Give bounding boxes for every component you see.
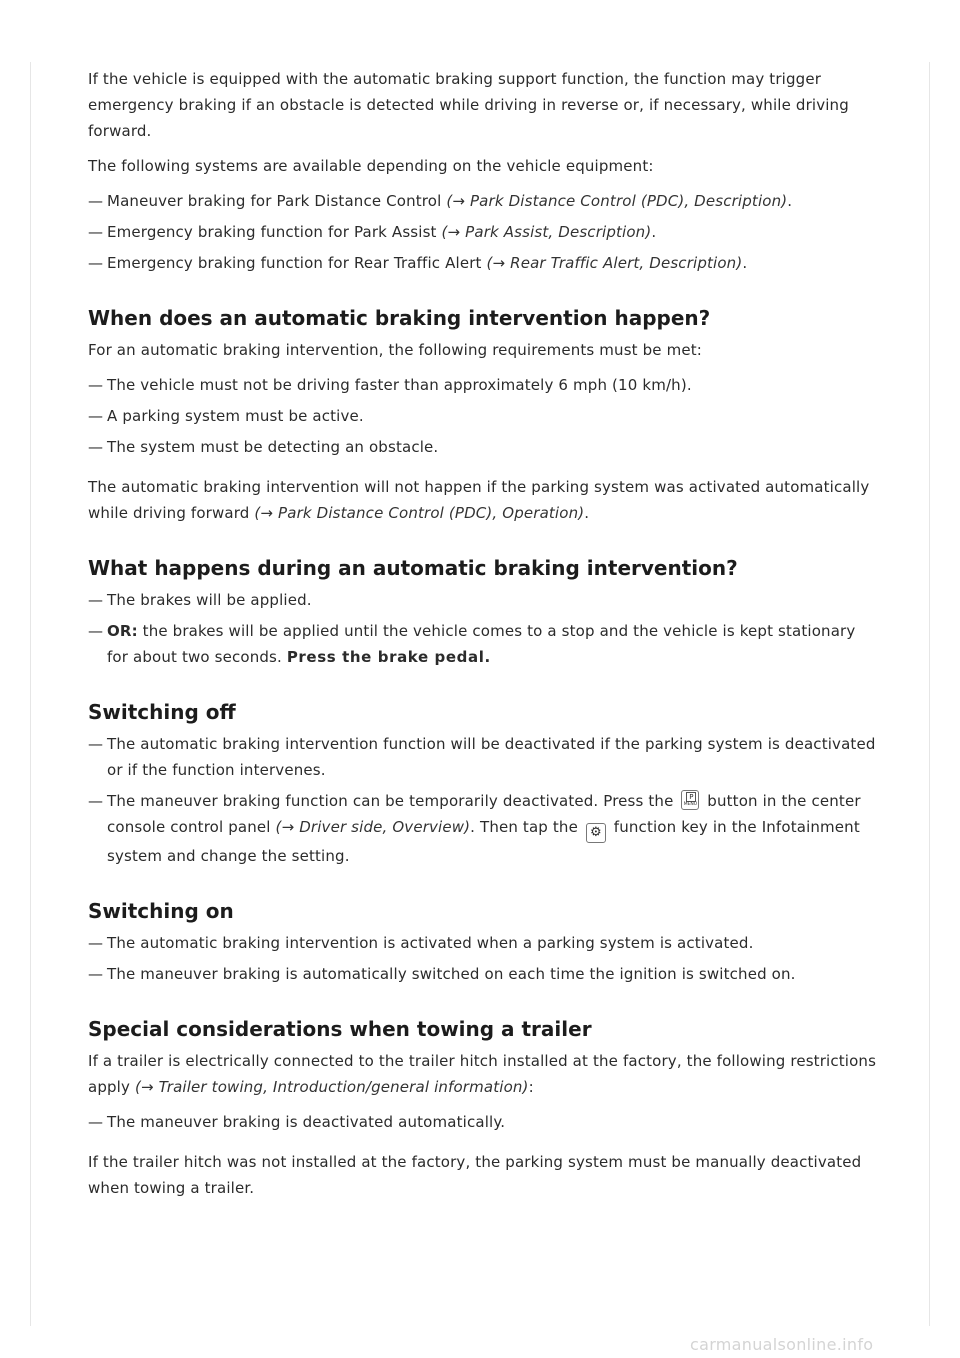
- list-item: — The maneuver braking is automatically switched on each time the ignition is switched on.: [88, 961, 878, 987]
- cross-reference-link[interactable]: (→ Rear Traffic Alert, Description): [486, 254, 743, 272]
- trailer-hitch-paragraph: If the trailer hitch was not installed at the factory, the parking system must be manually deactivated when towing a trailer.: [88, 1153, 862, 1197]
- list-item: — OR: the brakes will be applied until the vehicle comes to a stop and the vehicle is kept stationary for about two seconds. Press the brake pedal.: [88, 618, 878, 670]
- requirements-paragraph: For an automatic braking intervention, the following requirements must be met:: [88, 341, 702, 359]
- cross-reference-link[interactable]: (→ Park Distance Control (PDC), Operation): [254, 504, 585, 522]
- parking-menu-button-icon: P MENU: [681, 790, 699, 810]
- auto-activation-paragraph: The automatic braking intervention will not happen if the parking system was activated automatically while driving forward (→ Park Distance Control (PDC), Operation).: [88, 478, 870, 522]
- intro-systems-paragraph: The following systems are available depending on the vehicle equipment:: [88, 157, 654, 175]
- dash-bullet: —: [88, 622, 104, 640]
- arrow-right-icon: →: [281, 818, 295, 836]
- left-margin-rule: [30, 62, 31, 1326]
- arrow-right-icon: →: [492, 254, 506, 272]
- dash-bullet: —: [88, 965, 104, 983]
- gear-icon: ⚙: [586, 823, 606, 843]
- list-item: — Emergency braking function for Rear Traffic Alert (→ Rear Traffic Alert, Description).: [88, 250, 878, 276]
- dash-bullet: —: [88, 192, 104, 210]
- brake-pedal-instruction: Press the brake pedal.: [286, 648, 491, 666]
- section-heading-switching-off: Switching off: [88, 700, 236, 724]
- list-item: — The automatic braking intervention function will be deactivated if the parking system is deactivated or if the function intervenes.: [88, 731, 878, 783]
- dash-bullet: —: [88, 223, 104, 241]
- list-item: — The vehicle must not be driving faster than approximately 6 mph (10 km/h).: [88, 372, 878, 398]
- list-item: — The maneuver braking function can be temporarily deactivated. Press the P MENU button in the center console control panel (→ Driver side, Overview). Then tap the ⚙ function key in the Infotainment system and change the setting.: [88, 788, 878, 869]
- cross-reference-link[interactable]: (→ Park Distance Control (PDC), Description): [446, 192, 788, 210]
- manual-page-content: [88, 66, 878, 1210]
- dash-bullet: —: [88, 376, 104, 394]
- dash-bullet: —: [88, 934, 104, 952]
- section-heading-trailer: Special considerations when towing a trailer: [88, 1017, 592, 1041]
- arrow-right-icon: →: [260, 504, 274, 522]
- watermark: carmanualsonline.info: [690, 1335, 874, 1354]
- dash-bullet: —: [88, 254, 104, 272]
- section-heading-switching-on: Switching on: [88, 899, 234, 923]
- list-item: — Maneuver braking for Park Distance Control (→ Park Distance Control (PDC), Description).: [88, 188, 878, 214]
- dash-bullet: —: [88, 438, 104, 456]
- list-item: — The maneuver braking is deactivated automatically.: [88, 1109, 878, 1135]
- dash-bullet: —: [88, 591, 104, 609]
- list-item: — A parking system must be active.: [88, 403, 878, 429]
- cross-reference-link[interactable]: (→ Driver side, Overview): [275, 818, 471, 836]
- section-heading-when: When does an automatic braking intervention happen?: [88, 306, 711, 330]
- list-item: — The automatic braking intervention is activated when a parking system is activated.: [88, 930, 878, 956]
- cross-reference-link[interactable]: (→ Trailer towing, Introduction/general information): [134, 1078, 529, 1096]
- dash-bullet: —: [88, 407, 104, 425]
- intro-paragraph: If the vehicle is equipped with the automatic braking support function, the function may trigger emergency braking if an obstacle is detected while driving in reverse or, if necessary, while driving forward.: [88, 70, 849, 140]
- list-item: — The brakes will be applied.: [88, 587, 878, 613]
- section-heading-what: What happens during an automatic braking intervention?: [88, 556, 738, 580]
- arrow-right-icon: →: [447, 223, 461, 241]
- arrow-right-icon: →: [140, 1078, 154, 1096]
- right-margin-rule: [929, 62, 930, 1326]
- list-item: — The system must be detecting an obstacle.: [88, 434, 878, 460]
- trailer-restrictions-paragraph: If a trailer is electrically connected to the trailer hitch installed at the factory, the following restrictions apply (→ Trailer towing, Introduction/general information):: [88, 1052, 877, 1096]
- dash-bullet: —: [88, 1113, 104, 1131]
- list-item: — Emergency braking function for Park Assist (→ Park Assist, Description).: [88, 219, 878, 245]
- dash-bullet: —: [88, 735, 104, 753]
- arrow-right-icon: →: [452, 192, 466, 210]
- cross-reference-link[interactable]: (→ Park Assist, Description): [441, 223, 652, 241]
- or-label: OR:: [107, 622, 138, 640]
- dash-bullet: —: [88, 792, 104, 810]
